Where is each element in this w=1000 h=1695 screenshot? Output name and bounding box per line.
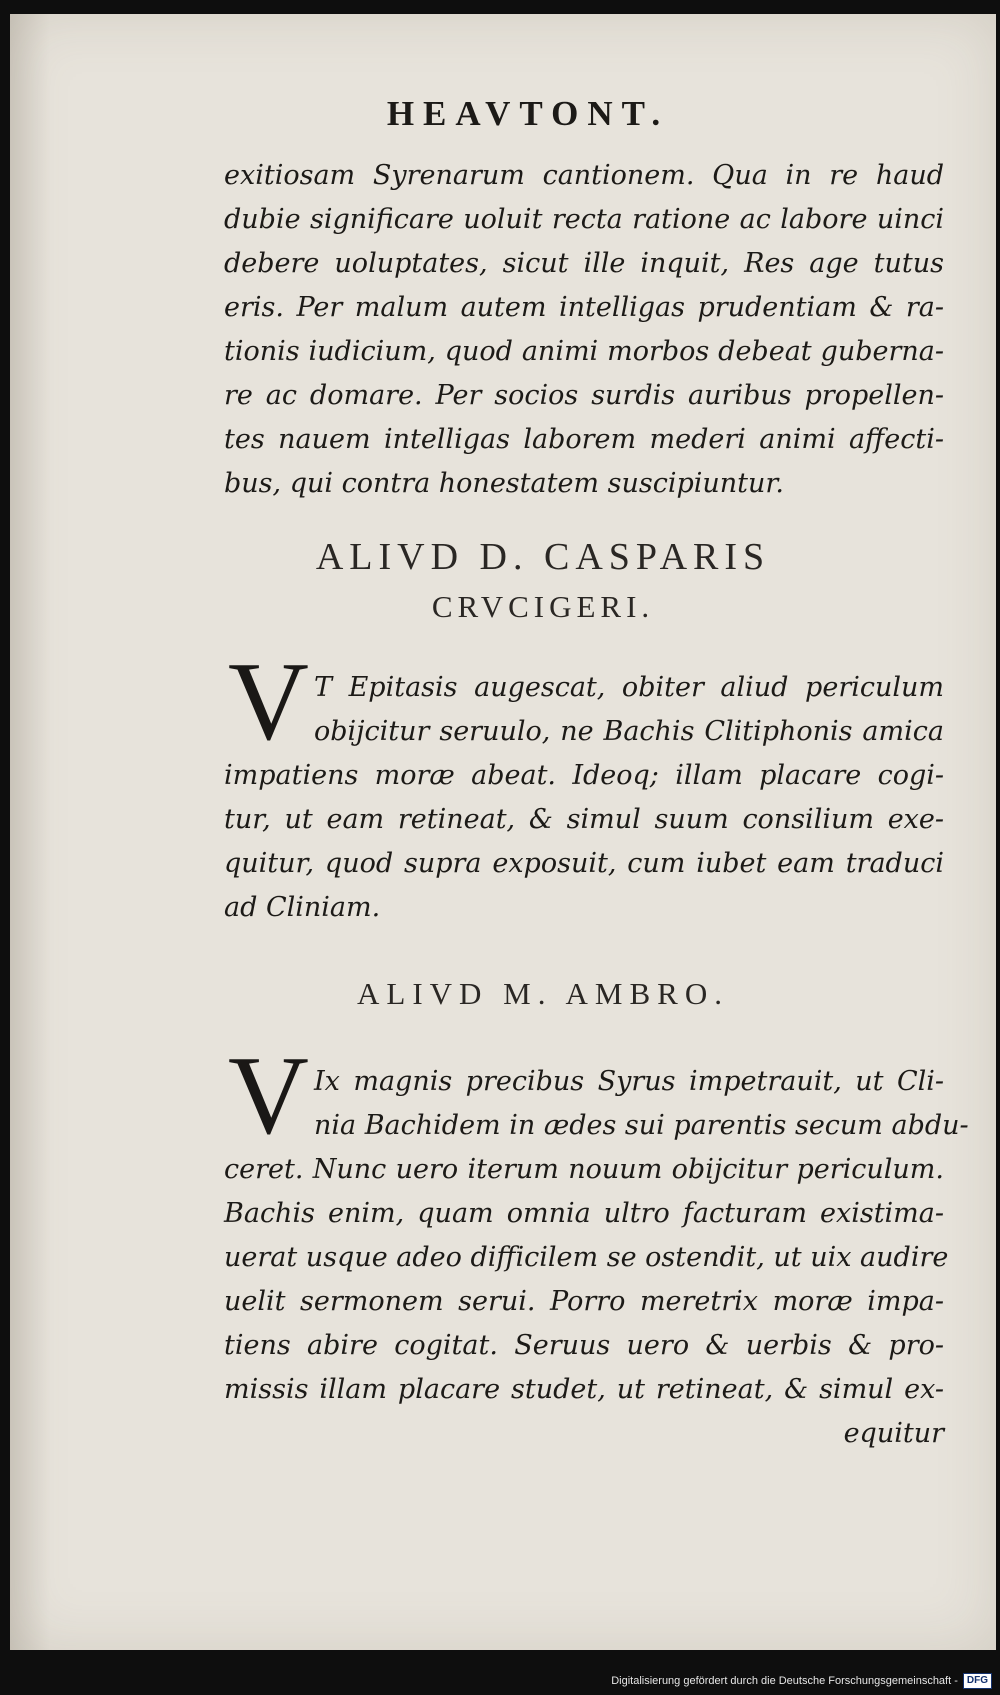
text-line: re ac domare. Per socios surdis auribus propellen- — [224, 380, 944, 411]
text-line: impatiens moræ abeat. Ideoq; illam placare cogi- — [224, 760, 944, 791]
footer-text: Digitalisierung gefördert durch die Deutsche Forschungsgemeinschaft - — [611, 1675, 958, 1687]
text-line: obijcitur seruulo, ne Bachis Clitiphonis amica — [314, 716, 944, 747]
digitization-footer — [611, 1673, 992, 1689]
text-line: tiens abire cogitat. Seruus uero & uerbis & pro- — [224, 1330, 944, 1361]
book-page — [10, 14, 996, 1650]
text-line: uelit sermonem serui. Porro meretrix moræ impa- — [224, 1286, 944, 1317]
catchword: equitur — [843, 1418, 944, 1449]
heading-line: CRVCIGERI. — [431, 589, 655, 624]
text-line: uerat usque adeo difficilem se ostendit, ut uix audire — [224, 1242, 949, 1273]
paragraph-2 — [224, 666, 944, 930]
text-line: bus, qui contra honestatem suscipiuntur. — [224, 468, 784, 499]
text-line: ceret. Nunc uero iterum nouum obijcitur periculum. — [224, 1154, 944, 1185]
text-line: tur, ut eam retineat, & simul suum consilium exe- — [224, 804, 944, 835]
section-heading-ambro: ALIVD M. AMBRO. — [357, 976, 729, 1011]
text-line: tes nauem intelligas laborem mederi animi affecti- — [224, 424, 944, 455]
text-line: exitiosam Syrenarum cantionem. Qua in re haud — [224, 160, 944, 191]
text-line: quitur, quod supra exposuit, cum iubet eam traduci — [224, 848, 944, 879]
text-line: ad Cliniam. — [224, 892, 381, 923]
text-line: missis illam placare studet, ut retineat, & simul ex- — [224, 1374, 944, 1405]
paragraph-1 — [224, 154, 944, 506]
paragraph-3 — [224, 1060, 969, 1456]
drop-cap-initial: V — [228, 1034, 309, 1158]
text-line: Ix magnis precibus Syrus impetrauit, ut Cli- — [314, 1066, 944, 1097]
text-line: tionis iudicium, quod animi morbos debeat guberna- — [224, 336, 944, 367]
text-line: debere uoluptates, sicut ille inquit, Res age tutus — [224, 248, 944, 279]
text-line: nia Bachidem in ædes sui parentis secum abdu- — [314, 1110, 969, 1141]
text-line: T Epitasis augescat, obiter aliud periculum — [314, 672, 944, 703]
section-heading-crucigeri — [10, 532, 996, 632]
text-line: eris. Per malum autem intelligas prudentiam & ra- — [224, 292, 944, 323]
dfg-logo-icon: DFG — [963, 1673, 992, 1689]
heading-line: ALIVD D. CASPARIS — [315, 536, 771, 578]
running-head: HEAVTONT. — [386, 94, 670, 133]
text-line: Bachis enim, quam omnia ultro facturam existima- — [224, 1198, 944, 1229]
drop-cap-initial: V — [228, 640, 309, 764]
text-line: dubie significare uoluit recta ratione ac labore uinci — [224, 204, 944, 235]
